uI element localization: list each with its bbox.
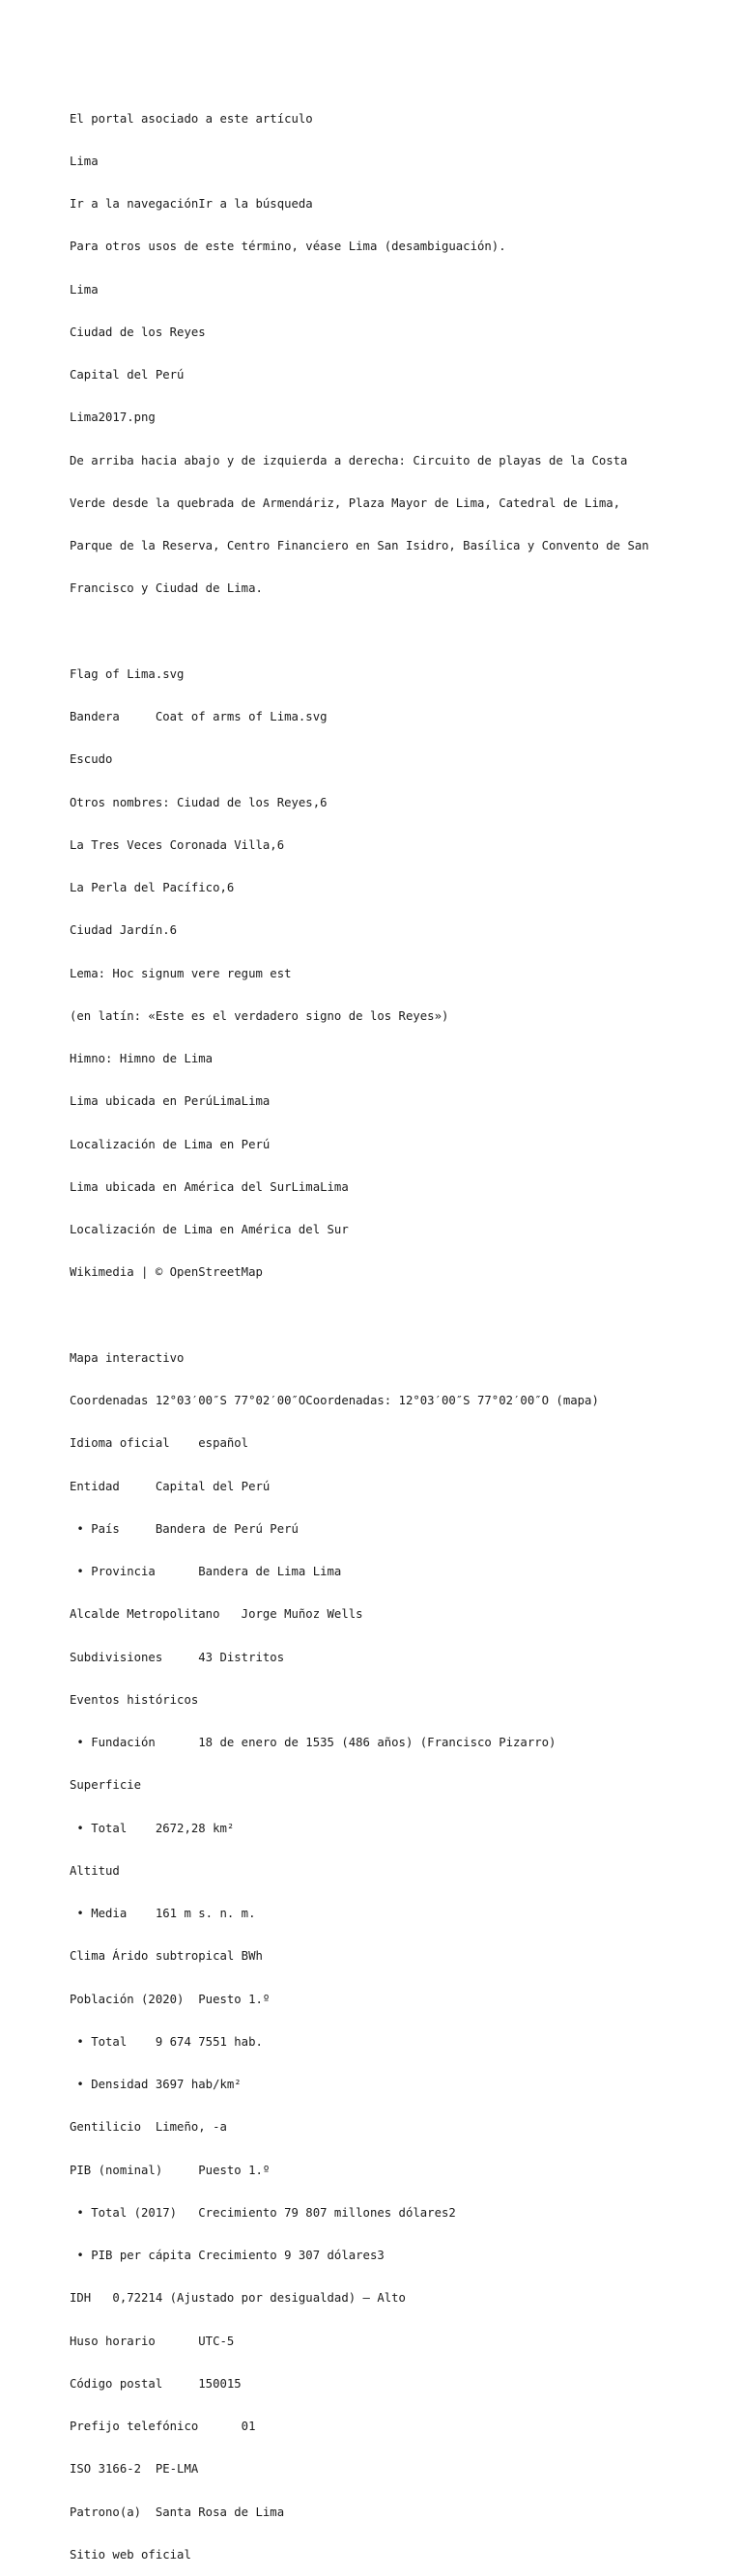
altitude-mean-row: • Media 161 m s. n. m. [70, 1907, 256, 1920]
gdp-total-row: • Total (2017) Crecimiento 79 807 millones dólares2 [70, 2205, 456, 2220]
spacer [70, 1309, 688, 1323]
population-row: Población (2020) Puesto 1.º [70, 1992, 271, 2006]
gdp-row: PIB (nominal) Puesto 1.º [70, 2163, 271, 2177]
document-body [70, 83, 688, 2576]
demonym-row: Gentilicio Limeño, -a [70, 2120, 227, 2135]
area-heading: Superficie [70, 1778, 142, 1793]
infobox-alt-name: Ciudad de los Reyes [70, 325, 206, 339]
subdivisions-row: Subdivisiones 43 Distritos [70, 1650, 285, 1664]
map-south-america-label[interactable]: Lima ubicada en América del SurLimaLima [70, 1179, 349, 1194]
map-south-america-caption: Localización de Lima en América del Sur [70, 1223, 349, 1236]
entity-row: Entidad Capital del Perú [70, 1479, 271, 1493]
postal-code-row: Código postal 150015 [70, 2376, 242, 2391]
area-total-row: • Total 2672,28 km² [70, 1821, 235, 1835]
page-title: Lima [70, 154, 99, 168]
flag-and-coat-of-arms[interactable]: Bandera Coat of arms of Lima.svg [70, 710, 328, 723]
mayor-row[interactable]: Alcalde Metropolitano Jorge Muñoz Wells [70, 1607, 363, 1622]
other-names-line-2: La Tres Veces Coronada Villa,6 [70, 837, 285, 852]
infobox-subtitle: Capital del Perú [70, 368, 185, 382]
interactive-map-link[interactable]: Mapa interactivo [70, 1350, 185, 1365]
image-caption-line-2: Verde desde la quebrada de Armendáriz, Plaza Mayor de Lima, Catedral de Lima, [70, 495, 621, 510]
spacer [70, 625, 688, 639]
coat-of-arms-label: Escudo [70, 752, 113, 767]
portal-notice: El portal asociado a este artículo [70, 111, 313, 126]
skip-links[interactable]: Ir a la navegaciónIr a la búsqueda [70, 197, 313, 211]
official-language-row: Idioma oficial español [70, 1436, 249, 1451]
gdp-per-capita-row: • PIB per cápita Crecimiento 9 307 dólares3 [70, 2249, 385, 2262]
official-website-link[interactable]: Sitio web oficial [70, 2547, 191, 2562]
other-names-row: Otros nombres: Ciudad de los Reyes,6 [70, 795, 328, 809]
altitude-heading: Altitud [70, 1863, 120, 1878]
anthem-row[interactable]: Himno: Himno de Lima [70, 1052, 214, 1065]
hdi-row: IDH 0,72214 (Ajustado por desigualdad) – Alto [70, 2291, 406, 2306]
province-row[interactable]: • Provincia Bandera de Lima Lima [70, 1565, 342, 1578]
image-filename[interactable]: Lima2017.png [70, 410, 156, 425]
other-names-line-3: La Perla del Pacífico,6 [70, 881, 235, 894]
image-caption-line-4: Francisco y Ciudad de Lima. [70, 581, 263, 596]
image-caption-line-1: De arriba hacia abajo y de izquierda a derecha: Circuito de playas de la Costa [70, 453, 628, 467]
population-total-row: • Total 9 674 7551 hab. [70, 2034, 263, 2049]
motto-translation: (en latín: «Este es el verdadero signo de los Reyes») [70, 1008, 449, 1023]
phone-prefix-row: Prefijo telefónico 01 [70, 2420, 256, 2433]
infobox-name: Lima [70, 282, 99, 297]
coordinates-row[interactable]: Coordenadas 12°03′00″S 77°02′00″OCoordenadas: 12°03′00″S 77°02′00″O (mapa) [70, 1394, 599, 1407]
map-attribution[interactable]: Wikimedia | © OpenStreetMap [70, 1265, 263, 1280]
timezone-row: Huso horario UTC-5 [70, 2334, 235, 2348]
iso-code-row: ISO 3166-2 PE-LMA [70, 2462, 199, 2477]
foundation-row: • Fundación 18 de enero de 1535 (486 años) (Francisco Pizarro) [70, 1736, 556, 1749]
flag-filename[interactable]: Flag of Lima.svg [70, 666, 185, 681]
historical-events-heading: Eventos históricos [70, 1692, 199, 1707]
map-peru-label[interactable]: Lima ubicada en PerúLimaLima [70, 1094, 271, 1109]
population-density-row: • Densidad 3697 hab/km² [70, 2078, 242, 2091]
disambiguation-note[interactable]: Para otros usos de este término, véase Lima (desambiguación). [70, 240, 506, 254]
map-peru-caption: Localización de Lima en Perú [70, 1137, 271, 1151]
motto-row: Lema: Hoc signum vere regum est [70, 966, 292, 980]
image-caption-line-3: Parque de la Reserva, Centro Financiero en San Isidro, Basílica y Convento de San [70, 539, 649, 552]
country-row[interactable]: • País Bandera de Perú Perú [70, 1521, 299, 1536]
patron-saint-row[interactable]: Patrono(a) Santa Rosa de Lima [70, 2505, 285, 2519]
climate-row: Clima Árido subtropical BWh [70, 1949, 263, 1964]
other-names-line-4: Ciudad Jardín.6 [70, 923, 178, 938]
